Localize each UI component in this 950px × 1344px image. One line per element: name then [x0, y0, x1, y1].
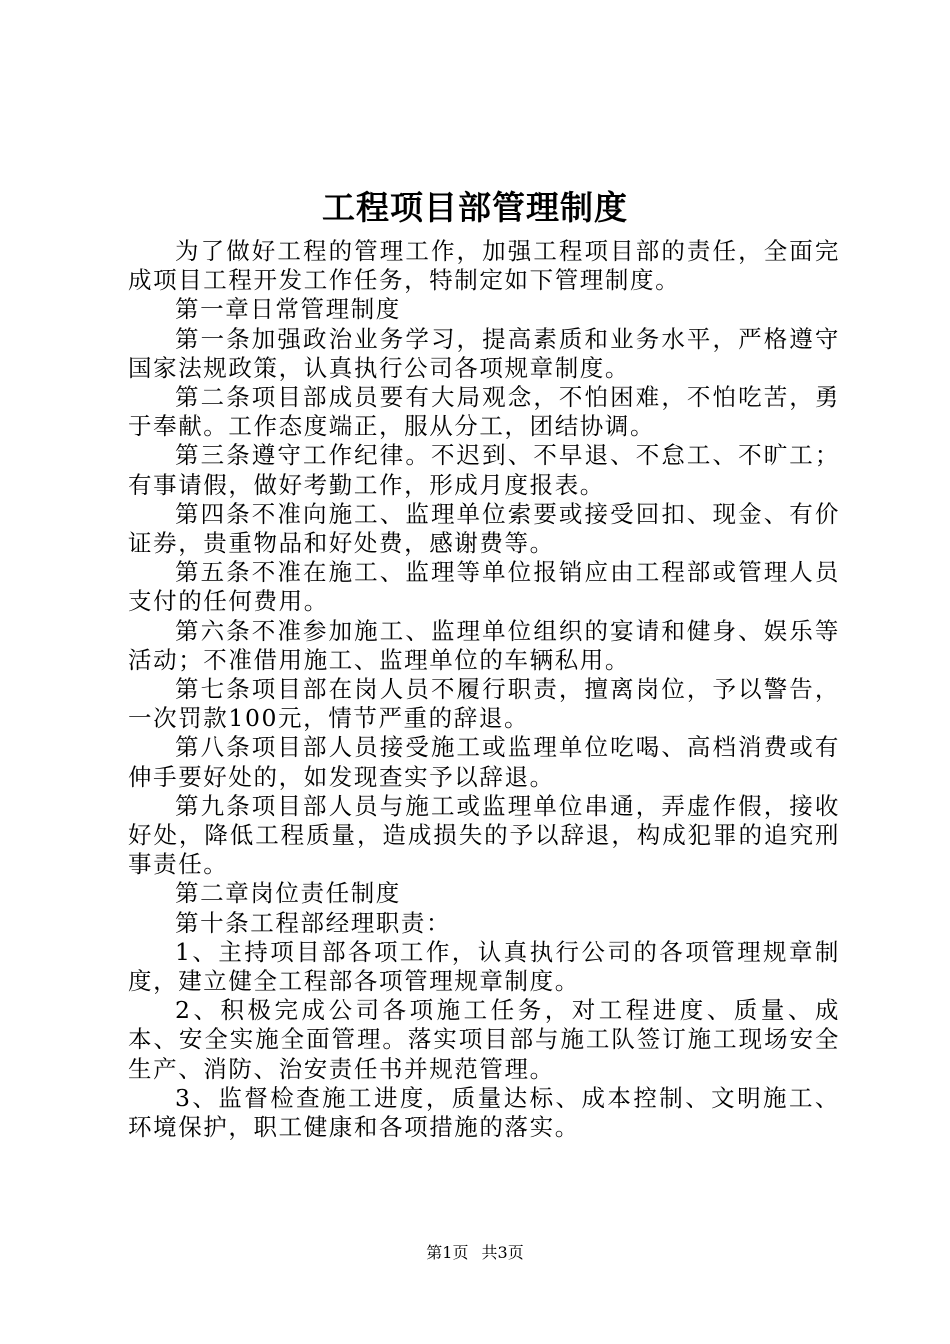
article-2: 第二条项目部成员要有大局观念，不怕困难，不怕吃苦，勇于奉献。工作态度端正，服从分工，团结协调。 — [128, 383, 840, 441]
article-5: 第五条不准在施工、监理等单位报销应由工程部或管理人员支付的任何费用。 — [128, 558, 840, 616]
document-title: 工程项目部管理制度 — [322, 188, 628, 227]
article-3: 第三条遵守工作纪律。不迟到、不早退、不怠工、不旷工；有事请假，做好考勤工作，形成月度报表。 — [128, 441, 840, 499]
article-1: 第一条加强政治业务学习，提高素质和业务水平，严格遵守国家法规政策，认真执行公司各项规章制度。 — [128, 324, 840, 382]
duty-item-1: 1、主持项目部各项工作，认真执行公司的各项管理规章制度，建立健全工程部各项管理规章制度。 — [128, 937, 840, 996]
page-footer — [0, 1242, 950, 1264]
article-6: 第六条不准参加施工、监理单位组织的宴请和健身、娱乐等活动；不准借用施工、监理单位的车辆私用。 — [128, 616, 840, 674]
page-total: 共3页 — [481, 1243, 524, 1262]
intro-paragraph: 为了做好工程的管理工作，加强工程项目部的责任，全面完成项目工程开发工作任务，特制定如下管理制度。 — [128, 237, 840, 295]
article-4: 第四条不准向施工、监理单位索要或接受回扣、现金、有价证券，贵重物品和好处费，感谢费等。 — [128, 499, 840, 558]
chapter-heading-1: 第一章日常管理制度 — [175, 295, 401, 324]
chapter-heading-2: 第二章岗位责任制度 — [175, 879, 401, 908]
article-10: 第十条工程部经理职责： — [175, 908, 452, 937]
article-8: 第八条项目部人员接受施工或监理单位吃喝、高档消费或有伸手要好处的，如发现查实予以辞退。 — [128, 733, 840, 791]
duty-item-3: 3、监督检查施工进度，质量达标、成本控制、文明施工、环境保护，职工健康和各项措施的落实。 — [128, 1083, 840, 1142]
document-body — [128, 237, 840, 1142]
article-9: 第九条项目部人员与施工或监理单位串通，弄虚作假，接收好处，降低工程质量，造成损失的予以辞退，构成犯罪的追究刑事责任。 — [128, 791, 840, 879]
article-7: 第七条项目部在岗人员不履行职责，擅离岗位，予以警告，一次罚款100元，情节严重的辞退。 — [128, 675, 840, 733]
page-number: 第1页 — [426, 1243, 469, 1262]
duty-item-2: 2、积极完成公司各项施工任务，对工程进度、质量、成本、安全实施全面管理。落实项目部与施工队签订施工现场安全生产、消防、治安责任书并规范管理。 — [128, 996, 840, 1083]
